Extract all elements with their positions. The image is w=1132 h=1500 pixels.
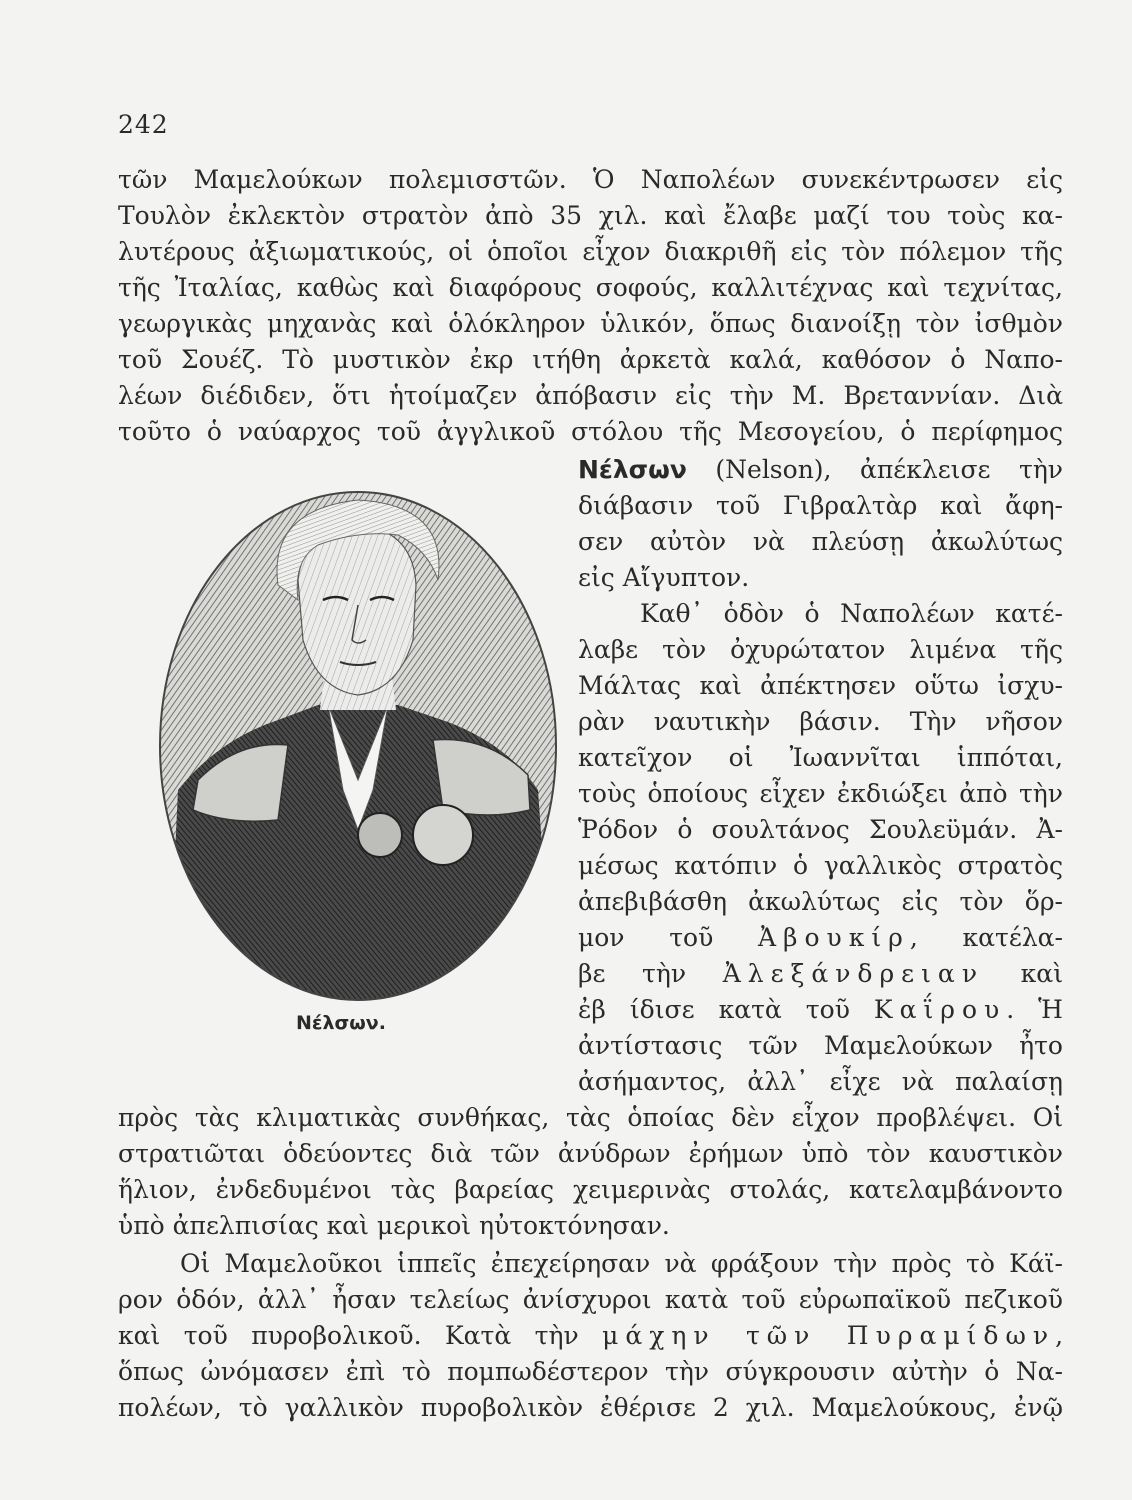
text-line: ἥλιον, ἐνδεδυμένοι τὰς βαρείας χειμερινὰς στολάς, κατελαμβάνοντο [118, 1175, 1063, 1204]
text-line-battle [118, 1318, 1063, 1354]
text-fragment: βε τὴν [578, 959, 723, 988]
text-line: μέσως κατόπιν ὁ γαλλικὸς στρατὸς [578, 851, 1063, 880]
text-line-abukir [578, 920, 1063, 956]
portrait-star [413, 805, 473, 865]
text-fragment: . Ἡ [1006, 995, 1063, 1024]
nelson-line-rest: (Nelson), ἀπέκλεισε τὴν [686, 455, 1063, 484]
text-line: Καθ᾽ ὁδὸν ὁ Ναπολέων κατέ- [640, 599, 1063, 628]
text-line: γεωργικὰς μηχανὰς καὶ ὁλόκληρον ὑλικόν, ὅπως διανοίξῃ τὸν ἰσθμὸν [118, 309, 1063, 338]
text-line: τοῦ Σουέζ. Τὸ μυστικὸν ἐκρ ιτήθη ἀρκετὰ καλά, καθόσον ὁ Ναπο- [118, 345, 1063, 374]
text-line: στρατιῶται ὁδεύοντες διὰ τῶν ἀνύδρων ἐρήμων ὑπὸ τὸν καυστικὸν [118, 1139, 1063, 1168]
text-line: διάβασιν τοῦ Γιβραλτὰρ καὶ ἄφη- [578, 491, 1063, 520]
text-line: πολέων, τὸ γαλλικὸν πυροβολικὸν ἐθέρισε 2 χιλ. Μαμελούκους, ἐνῷ [118, 1393, 1063, 1422]
text-fragment: , κατέλα- [909, 923, 1063, 952]
page-number: 242 [118, 110, 169, 139]
text-line-alexandreia [578, 956, 1063, 992]
battle-name: μάχην τῶν Πυραμίδων [602, 1321, 1056, 1350]
text-line: λυτέρους ἀξιωματικούς, οἱ ὁποῖοι εἶχον διακριθῆ εἰς τὸν πόλεμον τῆς [118, 237, 1063, 266]
text-line: κατεῖχον οἱ Ἰωαννῖται ἱππόται, [578, 743, 1063, 772]
text-line: Τουλὸν ἐκλεκτὸν στρατὸν ἀπὸ 35 χιλ. καὶ ἔλαβε μαζί του τοὺς κα- [118, 201, 1063, 230]
text-line: εἰς Αἴγυπτον. [578, 563, 750, 592]
nelson-bold-name: Νέλσων [578, 455, 687, 484]
text-line: σεν αὐτὸν νὰ πλεύσῃ ἀκωλύτως [578, 527, 1063, 556]
text-fragment: μον τοῦ [578, 923, 714, 952]
text-fragment: καὶ [984, 959, 1063, 988]
text-line: ρον ὁδόν, ἀλλ᾽ ἦσαν τελείως ἀνίσχυροι κατὰ τοῦ εὐρωπαϊκοῦ πεζικοῦ [118, 1285, 1063, 1314]
text-line-kairo [578, 992, 1063, 1028]
text-line: πρὸς τὰς κλιματικὰς συνθήκας, τὰς ὁποίας δὲν εἶχον προβλέψει. Οἱ [118, 1103, 1063, 1132]
text-fragment: ἐβ ίδισε κατὰ τοῦ [578, 995, 874, 1024]
text-line: λέων διέδιδεν, ὅτι ἡτοίμαζεν ἀπόβασιν εἰς τὴν Μ. Βρεταννίαν. Διὰ [118, 381, 1063, 410]
text-line-nelson [578, 452, 1063, 488]
text-fragment: καὶ τοῦ πυροβολικοῦ. Κατὰ τὴν [118, 1321, 579, 1350]
text-line: ἀντίστασις τῶν Μαμελούκων ἦτο [578, 1031, 1063, 1060]
nelson-portrait-engraving [158, 490, 558, 1002]
text-line: Ῥόδον ὁ σουλτάνος Σουλεϋμάν. Ἀ- [578, 815, 1063, 844]
portrait-medal [358, 813, 402, 857]
place-name-abukir: Ἀβουκίρ [757, 923, 910, 952]
portrait-coat [168, 705, 553, 1002]
text-line: ρὰν ναυτικὴν βάσιν. Τὴν νῆσον [578, 707, 1063, 736]
text-line: τῶν Μαμελούκων πολεμισστῶν. Ὁ Ναπολέων συνεκέντρωσεν εἰς [118, 165, 1063, 194]
text-line: τοὺς ὁποίους εἶχεν ἐκδιώξει ἀπὸ τὴν [578, 779, 1063, 808]
figure-caption: Νέλσων. [296, 1012, 386, 1034]
text-line: ἀπεβιβάσθη ἀκωλύτως εἰς τὸν ὅρ- [578, 887, 1063, 916]
text-line: ὅπως ὠνόμασεν ἐπὶ τὸ πομπωδέστερον τὴν σύγκρουσιν αὐτὴν ὁ Να- [118, 1357, 1063, 1386]
place-name-alexandreia: Ἀλεξάνδρειαν [722, 959, 985, 988]
text-line: τοῦτο ὁ ναύαρχος τοῦ ἀγγλικοῦ στόλου τῆς Μεσογείου, ὁ περίφημος [118, 417, 1063, 446]
place-name-kairou: Καΐρου [873, 995, 1007, 1024]
text-line: τῆς Ἰταλίας, καθὼς καὶ διαφόρους σοφούς, καλλιτέχνας καὶ τεχνίτας, [118, 273, 1063, 302]
text-fragment: , [1055, 1321, 1063, 1350]
text-line: ἀσήμαντος, ἀλλ᾽ εἶχε νὰ παλαίσῃ [578, 1067, 1063, 1096]
text-line: Οἱ Μαμελοῦκοι ἱππεῖς ἐπεχείρησαν νὰ φράξουν τὴν πρὸς τὸ Κάϊ- [180, 1249, 1063, 1278]
text-line: ὑπὸ ἀπελπισίας καὶ μερικοὶ ηὐτοκτόνησαν. [118, 1211, 670, 1240]
text-line: λαβε τὸν ὀχυρώτατον λιμένα τῆς [578, 635, 1063, 664]
text-line: Μάλτας καὶ ἀπέκτησεν οὕτω ἰσχυ- [578, 671, 1063, 700]
